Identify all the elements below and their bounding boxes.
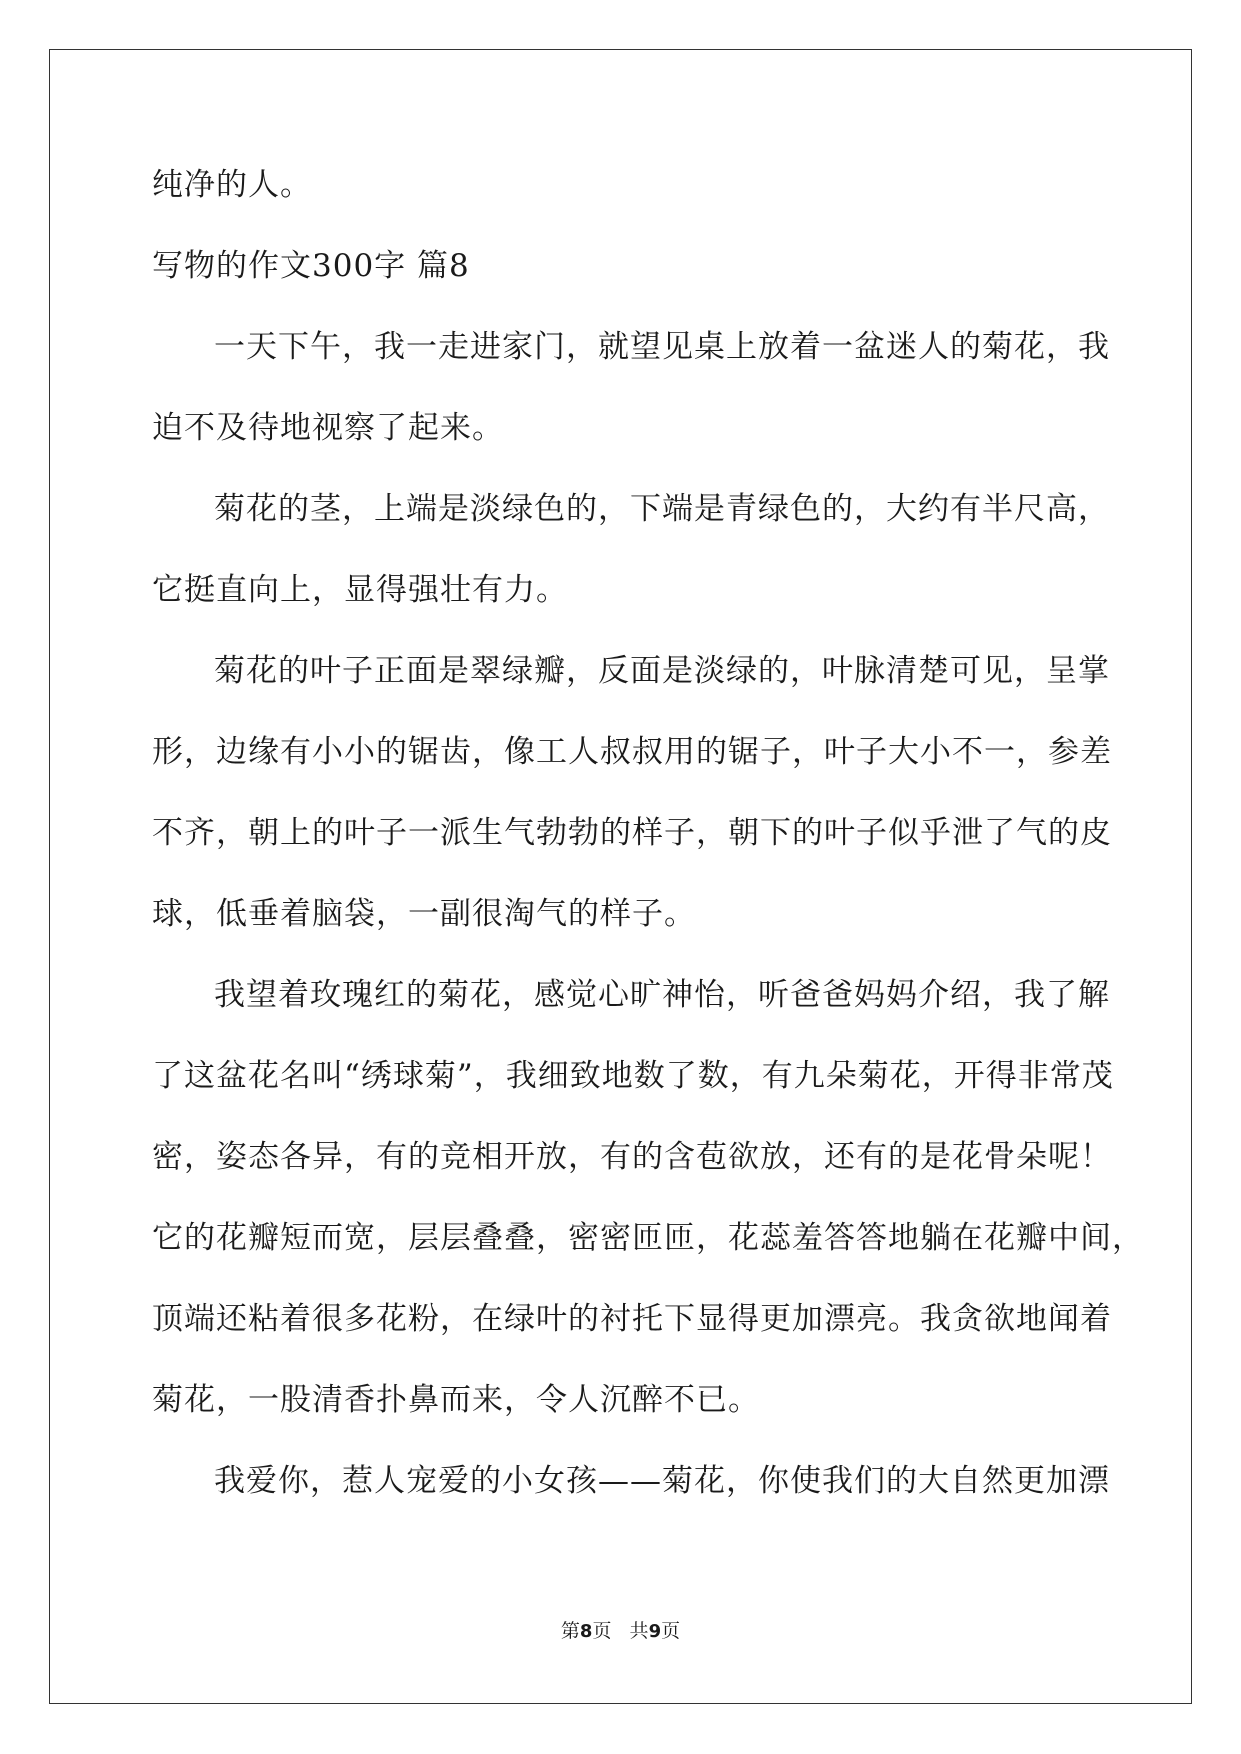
paragraph-line: 密，姿态各异，有的竞相开放，有的含苞欲放，还有的是花骨朵呢！ bbox=[152, 1139, 1112, 1175]
paragraph-line: 不齐，朝上的叶子一派生气勃勃的样子，朝下的叶子似乎泄了气的皮 bbox=[152, 815, 1112, 851]
paragraph-line: 球，低垂着脑袋，一副很淘气的样子。 bbox=[152, 896, 696, 932]
paragraph-line: 我爱你，惹人宠爱的小女孩——菊花，你使我们的大自然更加漂 bbox=[214, 1463, 1110, 1499]
paragraph-line: 菊花的茎，上端是淡绿色的，下端是青绿色的，大约有半尺高， bbox=[214, 491, 1110, 527]
paragraph-line: 形，边缘有小小的锯齿，像工人叔叔用的锯子，叶子大小不一，参差 bbox=[152, 734, 1112, 770]
total-pages-number: 9 bbox=[648, 1621, 662, 1642]
footer-prefix: 第 bbox=[560, 1620, 580, 1642]
paragraph-line: 顶端还粘着很多花粉，在绿叶的衬托下显得更加漂亮。我贪欲地闻着 bbox=[152, 1301, 1112, 1337]
paragraph-line: 菊花的叶子正面是翠绿瓣，反面是淡绿的，叶脉清楚可见，呈掌 bbox=[214, 653, 1110, 689]
document-body bbox=[152, 160, 1144, 1537]
footer-suffix: 页 bbox=[661, 1620, 681, 1642]
paragraph-line: 菊花，一股清香扑鼻而来，令人沉醉不已。 bbox=[152, 1382, 760, 1418]
paragraph-line: 一天下午，我一走进家门，就望见桌上放着一盆迷人的菊花，我 bbox=[214, 329, 1110, 365]
paragraph-line: 它挺直向上，显得强壮有力。 bbox=[152, 572, 568, 608]
section-heading: 写物的作文300字 篇8 bbox=[152, 248, 470, 284]
text-line: 纯净的人。 bbox=[152, 167, 312, 203]
paragraph-line: 我望着玫瑰红的菊花，感觉心旷神怡，听爸爸妈妈介绍，我了解 bbox=[214, 977, 1110, 1013]
paragraph-line: 它的花瓣短而宽，层层叠叠，密密匝匝，花蕊羞答答地躺在花瓣中间， bbox=[152, 1220, 1144, 1256]
current-page-number: 8 bbox=[579, 1621, 593, 1642]
page-footer bbox=[0, 1616, 1241, 1643]
paragraph-line: 迫不及待地视察了起来。 bbox=[152, 410, 504, 446]
footer-middle: 页 共 bbox=[592, 1620, 649, 1642]
paragraph-line: 了这盆花名叫“绣球菊”，我细致地数了数，有九朵菊花，开得非常茂 bbox=[152, 1058, 1114, 1094]
